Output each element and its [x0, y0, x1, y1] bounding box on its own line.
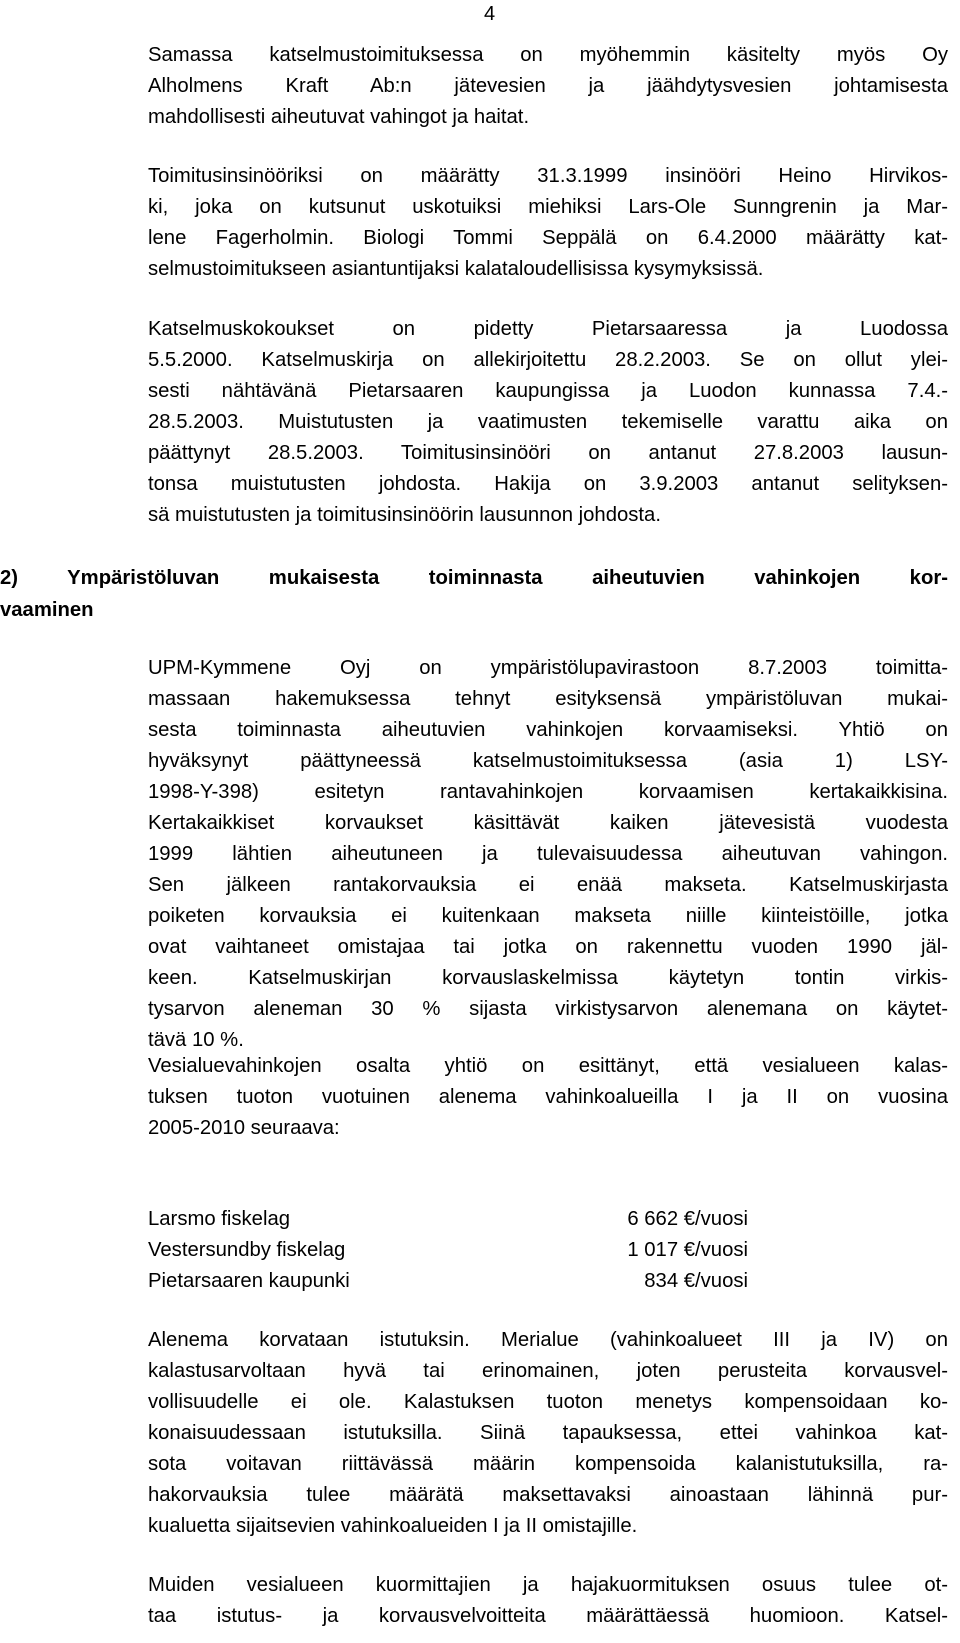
text-line: lene Fagerholmin. Biologi Tommi Seppälä on 6.4.2000 määrätty kat-: [148, 227, 948, 249]
text-line: vollisuudelle ei ole. Kalastuksen tuoton menetys kompensoidaan ko-: [148, 1391, 948, 1413]
table-cell-name: Pietarsaaren kaupunki: [148, 1270, 350, 1292]
table-cell-name: Larsmo fiskelag: [148, 1208, 291, 1230]
compensation-table: [148, 1204, 748, 1297]
text-line: kalastusarvoltaan hyvä tai erinomainen, joten perusteita korvausvel-: [148, 1360, 948, 1382]
table-cell-value: 1 017 €/vuosi: [627, 1239, 748, 1261]
text-line: Toimitusinsinööriksi on määrätty 31.3.1999 insinööri Heino Hirvikos-: [148, 165, 948, 187]
text-line: 5.5.2000. Katselmuskirja on allekirjoitettu 28.2.2003. Se on ollut ylei-: [148, 349, 948, 371]
table-row: [148, 1235, 748, 1266]
text-line: taa istutus- ja korvausvelvoitteita määrättäessä huomioon. Katsel-: [148, 1605, 948, 1627]
text-line: Alholmens Kraft Ab:n jätevesien ja jäähdytysvesien johtamisesta: [148, 75, 948, 97]
text-line: poiketen korvauksia ei kuitenkaan makseta niille kiinteistöille, jotka: [148, 905, 948, 927]
table-row: [148, 1204, 748, 1235]
table-cell-value: 834 €/vuosi: [644, 1270, 748, 1292]
text-line: 2005-2010 seuraava:: [148, 1117, 340, 1139]
paragraph-2: [148, 161, 948, 285]
text-line: päättynyt 28.5.2003. Toimitusinsinööri on antanut 27.8.2003 lausun-: [148, 442, 948, 464]
text-line: konaisuudessaan istutuksilla. Siinä tapauksessa, ettei vahinkoa kat-: [148, 1422, 948, 1444]
paragraph-1: [148, 40, 948, 133]
text-line: tonsa muistutusten johdosta. Hakija on 3.9.2003 antanut selityksen-: [148, 473, 948, 495]
table-cell-name: Vestersundby fiskelag: [148, 1239, 346, 1261]
text-line: Katselmuskokoukset on pidetty Pietarsaaressa ja Luodossa: [148, 318, 948, 340]
section-heading: [0, 562, 948, 626]
text-line: tysarvon aleneman 30 % sijasta virkistysarvon alenemana on käytet-: [148, 998, 948, 1020]
heading-line: 2) Ympäristöluvan mukaisesta toiminnasta aiheutuvien vahinkojen kor-: [0, 567, 948, 589]
text-line: sä muistutusten ja toimitusinsinöörin lausunnon johdosta.: [148, 504, 661, 526]
text-line: 1998-Y-398) esitetyn rantavahinkojen korvaamisen kertakaikkisina.: [148, 781, 948, 803]
text-line: Sen jälkeen rantakorvauksia ei enää makseta. Katselmuskirjasta: [148, 874, 948, 896]
text-line: ki, joka on kutsunut uskotuiksi miehiksi Lars-Ole Sunngrenin ja Mar-: [148, 196, 948, 218]
table-cell-value: 6 662 €/vuosi: [627, 1208, 748, 1230]
text-line: tuksen tuoton vuotuinen alenema vahinkoalueilla I ja II on vuosina: [148, 1086, 948, 1108]
text-line: sesta toiminnasta aiheutuvien vahinkojen korvaamiseksi. Yhtiö on: [148, 719, 948, 741]
text-line: hyväksynyt päättyneessä katselmustoimituksessa (asia 1) LSY-: [148, 750, 948, 772]
text-line: sota voitavan riittävässä määrin kompensoida kalanistutuksilla, ra-: [148, 1453, 948, 1475]
text-line: Alenema korvataan istutuksin. Merialue (vahinkoalueet III ja IV) on: [148, 1329, 948, 1351]
text-line: UPM-Kymmene Oyj on ympäristölupavirastoon 8.7.2003 toimitta-: [148, 657, 948, 679]
heading-line: vaaminen: [0, 599, 94, 621]
text-line: Muiden vesialueen kuormittajien ja hajakuormituksen osuus tulee ot-: [148, 1574, 948, 1596]
text-line: tävä 10 %.: [148, 1029, 244, 1051]
text-line: 1999 lähtien aiheutuneen ja tulevaisuudessa aiheutuvan vahingon.: [148, 843, 948, 865]
text-line: Kertakaikkiset korvaukset käsittävät kaiken jätevesistä vuodesta: [148, 812, 948, 834]
text-line: massaan hakemuksessa tehnyt esityksensä ympäristöluvan mukai-: [148, 688, 948, 710]
text-line: keen. Katselmuskirjan korvauslaskelmissa käytetyn tontin virkis-: [148, 967, 948, 989]
text-line: hakorvauksia tulee määrätä maksettavaksi ainoastaan lähinnä pur-: [148, 1484, 948, 1506]
text-line: kualuetta sijaitsevien vahinkoalueiden I ja II omistajille.: [148, 1515, 638, 1537]
page-number: 4: [484, 3, 496, 25]
paragraph-5: [148, 1051, 948, 1144]
text-line: Vesialuevahinkojen osalta yhtiö on esittänyt, että vesialueen kalas-: [148, 1055, 948, 1077]
text-line: mahdollisesti aiheutuvat vahingot ja haitat.: [148, 106, 530, 128]
paragraph-4: [148, 653, 948, 1056]
paragraph-7: [148, 1570, 948, 1632]
paragraph-6: [148, 1325, 948, 1542]
text-line: sesti nähtävänä Pietarsaaren kaupungissa ja Luodon kunnassa 7.4.-: [148, 380, 948, 402]
text-line: ovat vaihtaneet omistajaa tai jotka on rakennettu vuoden 1990 jäl-: [148, 936, 948, 958]
text-line: 28.5.2003. Muistutusten ja vaatimusten tekemiselle varattu aika on: [148, 411, 948, 433]
text-line: Samassa katselmustoimituksessa on myöhemmin käsitelty myös Oy: [148, 44, 948, 66]
text-line: selmustoimitukseen asiantuntijaksi kalataloudellisissa kysymyksissä.: [148, 258, 764, 280]
table-row: [148, 1266, 748, 1297]
paragraph-3: [148, 314, 948, 531]
